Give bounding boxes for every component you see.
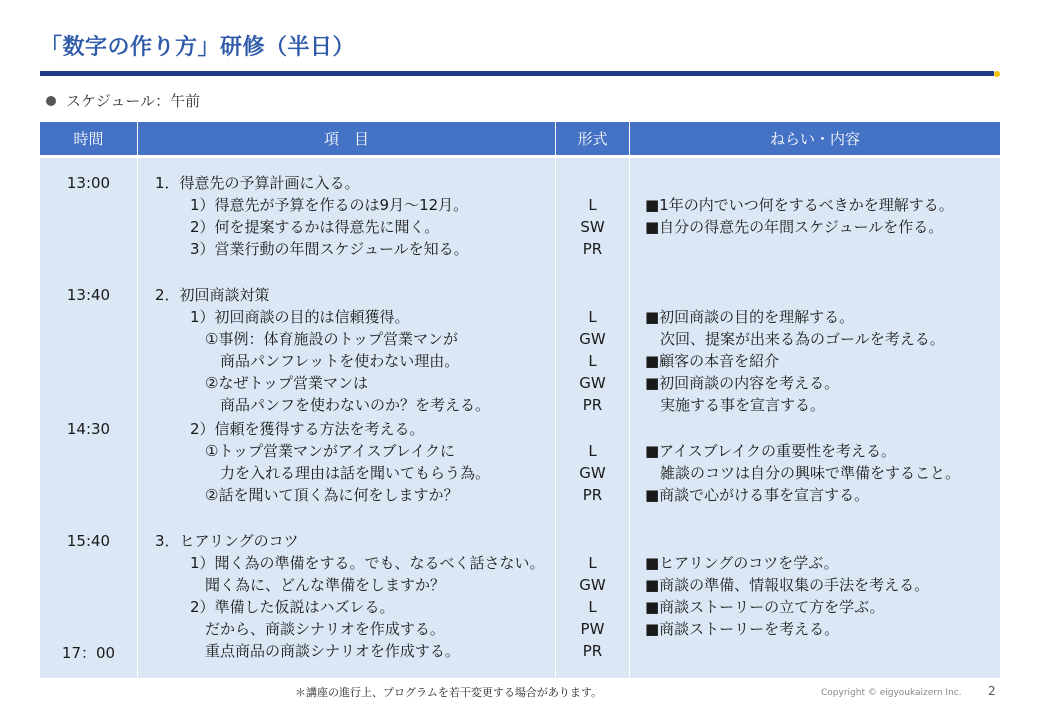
aim-line: 雑談のコツは自分の興味で準備をすること。: [645, 464, 961, 482]
format-code: L: [588, 442, 597, 460]
item-line: 聞く為に、どんな準備をしますか？: [175, 576, 446, 594]
time-label: 14:30: [66, 420, 111, 438]
aim-line: ■ヒアリングのコツを学ぶ。: [645, 554, 839, 572]
format-code: SW: [580, 218, 605, 236]
copyright: Copyright © eigyoukaizern Inc.: [821, 688, 962, 698]
page-title: 「数字の作り方」研修（半日）: [40, 35, 356, 60]
time-label: 13:40: [66, 286, 111, 304]
accent-dot: [994, 71, 1000, 77]
aim-line: ■顧客の本音を紹介: [645, 352, 780, 370]
format-code: L: [588, 554, 597, 572]
item-line: 2）何を提案するかは得意先に聞く。: [175, 218, 440, 236]
item-line: ①トップ営業マンがアイスブレイクに: [175, 442, 455, 460]
format-code: GW: [579, 464, 606, 482]
title-rule: [40, 71, 994, 76]
item-line: 1）聞く為の準備をする。でも、なるべく話さない。: [175, 554, 545, 572]
item-line: だから、商談シナリオを作成する。: [175, 620, 445, 638]
item-line: 商品パンフを使わないのか？を考える。: [175, 396, 491, 414]
aim-line: ■商談ストーリーを考える。: [645, 620, 840, 638]
format-code: L: [588, 196, 597, 214]
item-line: 2．初回商談対策: [155, 286, 270, 304]
bullet-icon: [46, 96, 56, 106]
aim-line: ■1年の内でいつ何をするべきかを理解する。: [645, 196, 954, 214]
subheading: [46, 90, 200, 111]
item-line: 3）営業行動の年間スケジュールを知る。: [175, 240, 469, 258]
item-line: 2）準備した仮説はハズレる。: [175, 598, 395, 616]
subheading-text: スケジュール：午前: [66, 92, 201, 110]
aim-line: ■初回商談の目的を理解する。: [645, 308, 855, 326]
format-code: L: [588, 308, 597, 326]
item-line: 1）得意先が予算を作るのは9月～12月。: [175, 196, 469, 214]
page-number: 2: [988, 684, 996, 698]
item-line: ②話を聞いて頂く為に何をしますか？: [175, 486, 459, 504]
format-code: PR: [582, 486, 603, 504]
format-code: GW: [579, 374, 606, 392]
aim-line: ■商談で心がける事を宣言する。: [645, 486, 870, 504]
format-code: PW: [580, 620, 605, 638]
format-code: PR: [582, 240, 603, 258]
item-line: ①事例：体育施設のトップ営業マンが: [175, 330, 458, 348]
item-line: 1．得意先の予算計画に入る。: [155, 174, 360, 192]
aim-line: ■アイスブレイクの重要性を考える。: [645, 442, 897, 460]
time-label: 13:00: [66, 174, 111, 192]
item-line: 2）信頼を獲得する方法を考える。: [175, 420, 425, 438]
item-line: 1）初回商談の目的は信頼獲得。: [175, 308, 410, 326]
header-format: 形式: [556, 122, 629, 155]
aim-line: ■自分の得意先の年間スケジュールを作る。: [645, 218, 944, 236]
format-code: L: [588, 598, 597, 616]
format-code: PR: [582, 396, 603, 414]
header-time: 時間: [40, 122, 137, 155]
item-line: 商品パンフレットを使わない理由。: [175, 352, 460, 370]
item-line: 力を入れる理由は話を聞いてもらう為。: [175, 464, 491, 482]
header-aim: ねらい・内容: [630, 122, 1000, 155]
aim-line: 実施する事を宣言する。: [645, 396, 826, 414]
format-code: GW: [579, 576, 606, 594]
aim-line: 次回、提案が出来る為のゴールを考える。: [645, 330, 945, 348]
format-code: PR: [582, 642, 603, 660]
aim-line: ■商談の準備、情報収集の手法を考える。: [645, 576, 930, 594]
aim-line: ■初回商談の内容を考える。: [645, 374, 840, 392]
format-code: L: [588, 352, 597, 370]
footnote: ＊講座の進行上、プログラムを若干変更する場合があります。: [295, 686, 603, 699]
time-label: 15:40: [66, 532, 111, 550]
aim-line: ■商談ストーリーの立て方を学ぶ。: [645, 598, 885, 616]
schedule-table: [40, 122, 1000, 678]
item-line: 重点商品の商談シナリオを作成する。: [175, 642, 460, 660]
header-item: 項 目: [138, 122, 555, 155]
time-label: 17：00: [61, 644, 116, 662]
item-line: ②なぜトップ営業マンは: [175, 374, 368, 392]
item-line: 3．ヒアリングのコツ: [155, 532, 299, 550]
format-code: GW: [579, 330, 606, 348]
